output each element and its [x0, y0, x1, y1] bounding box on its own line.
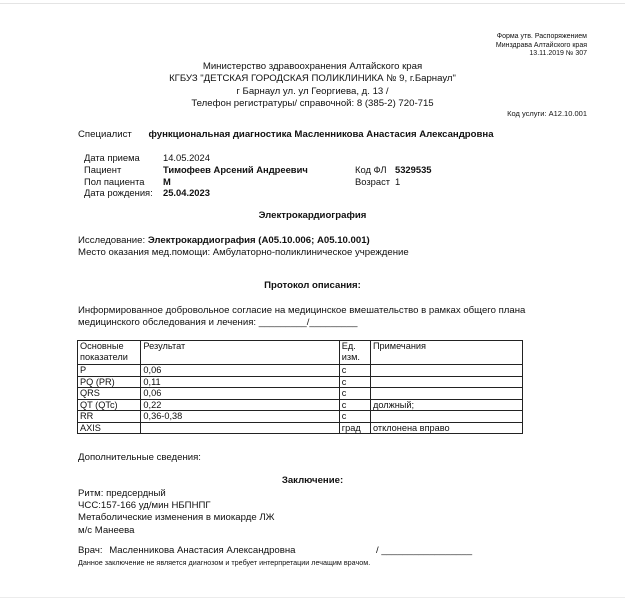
additional-info: Дополнительные сведения:	[78, 452, 201, 463]
form-note-line: Форма утв. Распоряжением	[496, 33, 587, 40]
organization-header	[140, 61, 485, 111]
table-row	[78, 376, 523, 388]
header-indicator-line: Основные	[80, 341, 124, 351]
sex-label: Пол пациента	[84, 175, 145, 187]
consent-text: Информированное добровольное согласие на медицинское вмешательство в рамках общего плана медицинского обследования и лечения: _________/_________	[78, 305, 526, 328]
header-result: Результат	[141, 341, 339, 365]
indicator-name: RR	[78, 411, 141, 423]
ecg-results-table	[77, 340, 523, 434]
study-label: Исследование:	[78, 235, 146, 246]
table-row	[78, 388, 523, 400]
doctor-label: Врач:	[78, 545, 103, 556]
patient-label: Пациент	[84, 163, 122, 175]
table-row	[78, 422, 523, 434]
form-note-line: Минздрава Алтайского края	[495, 41, 587, 49]
section-title: Электрокардиография	[258, 210, 367, 221]
table-row	[78, 399, 523, 411]
protocol-title: Протокол описания:	[264, 280, 361, 291]
table-row	[78, 411, 523, 423]
care-place: Место оказания мед.помощи: Амбулаторно-поликлиническое учреждение	[78, 247, 409, 258]
page-bottom-edge	[0, 597, 625, 598]
conclusion-title: Заключение:	[281, 475, 344, 486]
indicator-unit: с	[339, 376, 370, 388]
specialist-label: Специалист	[78, 129, 132, 140]
doctor-line	[78, 545, 473, 556]
birth-date-label: Дата рождения:	[84, 187, 153, 199]
clinic-phone: Телефон регистратуры/ справочной: 8 (385-2) 720-715	[191, 98, 434, 110]
header-unit-line: изм.	[341, 351, 360, 362]
conclusion-line: ЧСС:157-166 уд/мин НБПНПГ	[78, 500, 211, 512]
form-approval-note	[496, 33, 587, 59]
header-indicator	[78, 341, 141, 365]
indicator-value: 0,06	[141, 365, 339, 377]
visit-date-label: Дата приема	[84, 152, 140, 163]
indicator-note: должный;	[370, 399, 522, 411]
sex-value: М	[163, 175, 171, 187]
indicator-note	[370, 376, 522, 388]
study-line	[78, 235, 409, 247]
conclusion-line: м/с Манеева	[78, 524, 135, 536]
indicator-unit: с	[339, 388, 370, 400]
specialist-line	[78, 129, 494, 140]
page-top-edge	[0, 3, 625, 4]
ministry-name: Министерство здравоохранения Алтайского края	[202, 61, 423, 72]
indicator-note	[370, 411, 522, 423]
age-label: Возраст	[355, 175, 391, 187]
indicator-unit: с	[339, 365, 370, 377]
indicator-value: 0,22	[141, 399, 339, 411]
form-note-line: 13.11.2019 № 307	[529, 50, 587, 57]
age-value: 1	[395, 175, 401, 187]
conclusion-line: Метаболические изменения в миокарде ЛЖ	[78, 512, 275, 524]
clinic-name: КГБУЗ "ДЕТСКАЯ ГОРОДСКАЯ ПОЛИКЛИНИКА № 9, г.Барнаул"	[169, 73, 456, 85]
indicator-unit: с	[339, 411, 370, 423]
indicator-value: 0,06	[141, 388, 339, 400]
doctor-signature-line: / _________________	[376, 545, 473, 556]
indicator-name: QT (QTc)	[78, 399, 141, 411]
person-code-value: 5329535	[395, 163, 432, 175]
indicator-name: PQ (PR)	[78, 376, 141, 388]
conclusion-body	[78, 488, 275, 537]
indicator-name: P	[78, 365, 141, 377]
visit-date-value: 14.05.2024	[163, 152, 210, 163]
disclaimer: Данное заключение не является диагнозом и требует интерпретации лечащим врачом.	[78, 558, 371, 567]
person-code-label: Код ФЛ	[355, 163, 387, 175]
conclusion-line: Ритм: предсердный	[78, 488, 166, 499]
indicator-name: QRS	[78, 388, 141, 400]
header-unit	[339, 341, 370, 365]
indicator-value: 0,36-0,38	[141, 411, 339, 423]
header-indicator-line: показатели	[80, 351, 128, 362]
study-value: Электрокардиография (А05.10.006; А05.10.001)	[147, 235, 370, 246]
doctor-name: Масленникова Анастасия Александровна	[109, 545, 296, 556]
table-header-row	[78, 341, 523, 365]
study-info	[78, 235, 409, 259]
table-row	[78, 365, 523, 377]
indicator-name: AXIS	[78, 422, 141, 434]
service-code: Код услуги: А12.10.001	[507, 109, 587, 118]
indicator-note: отклонена вправо	[370, 422, 522, 434]
indicator-note	[370, 365, 522, 377]
indicator-unit: град	[339, 422, 370, 434]
header-notes: Примечания	[370, 341, 522, 365]
birth-date-value: 25.04.2023	[163, 187, 210, 199]
indicator-value	[141, 422, 339, 434]
specialist-value: функциональная диагностика Масленникова Анастасия Александровна	[148, 129, 494, 140]
patient-name: Тимофеев Арсений Андреевич	[163, 163, 308, 175]
clinic-address: г Барнаул ул. ул Георгиева, д. 13 /	[236, 85, 389, 97]
header-unit-line: Ед.	[341, 341, 356, 351]
indicator-unit: с	[339, 399, 370, 411]
indicator-value: 0,11	[141, 376, 339, 388]
indicator-note	[370, 388, 522, 400]
